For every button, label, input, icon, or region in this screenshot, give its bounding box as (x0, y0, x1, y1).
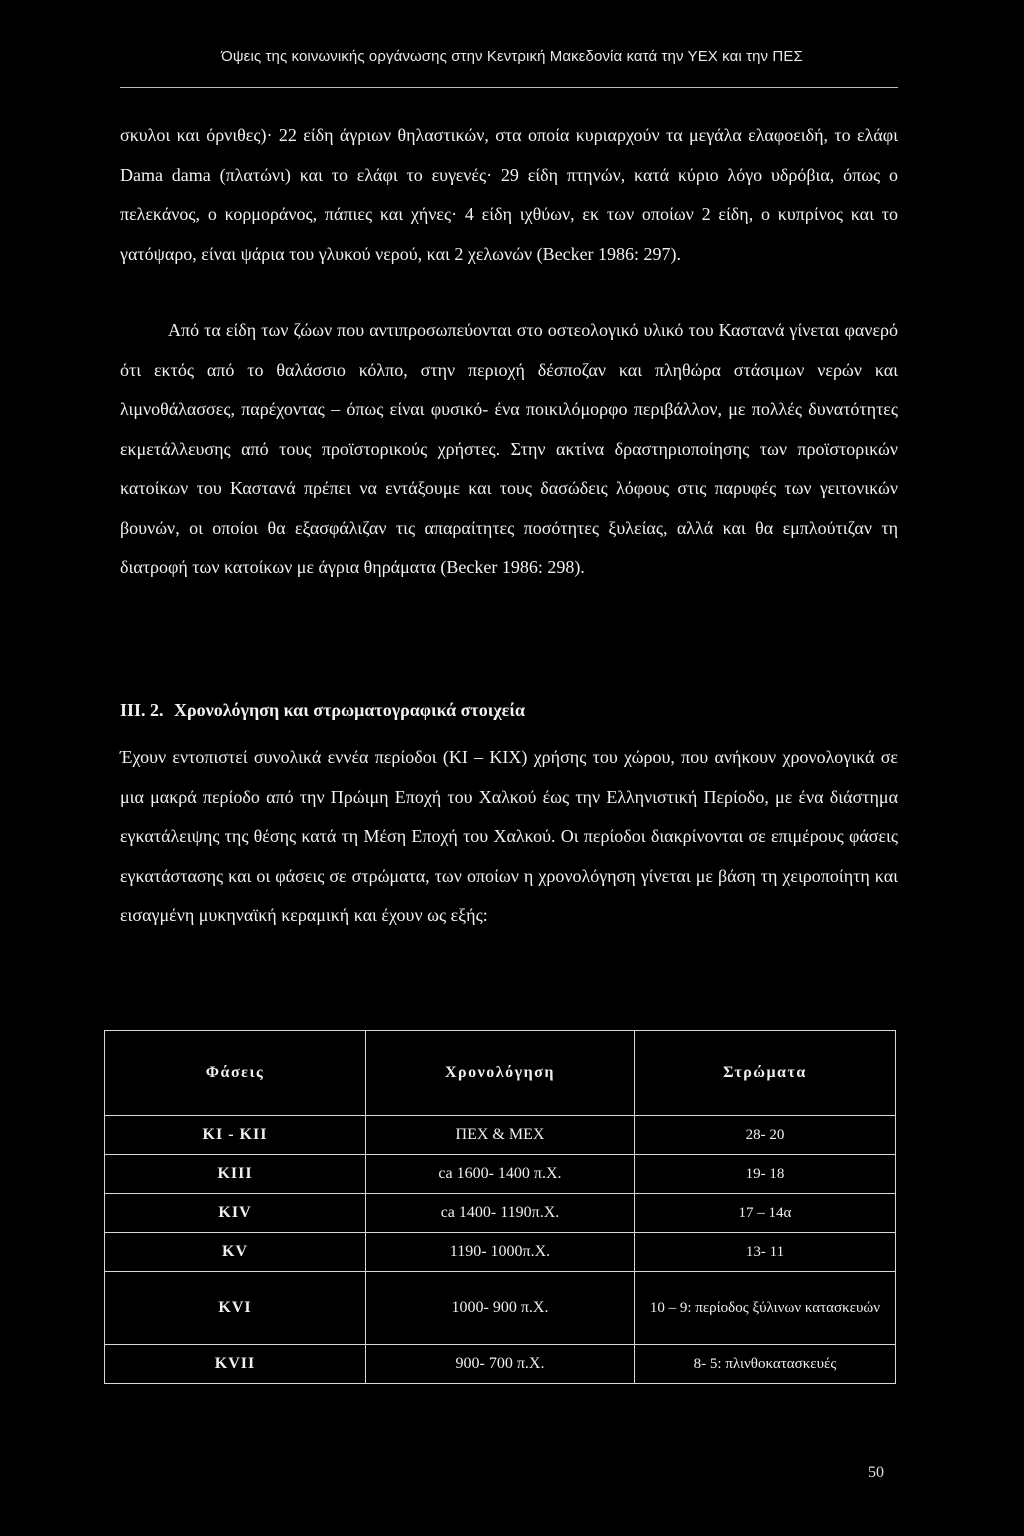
paragraph-chronology-intro: Έχουν εντοπιστεί συνολικά εννέα περίοδοι (ΚΙ – ΚΙΧ) χρήσης του χώρου, που ανήκουν χρονολογικά σε μια μακρά περίοδο από την Πρώιμη Εποχή του Χαλκού έως την Ελληνιστική Περίοδο, με ένα διάστημα εγκατάλειψης της θέσης κατά τη Μέση Εποχή του Χαλκού. Οι περίοδοι διακρίνονται σε επιμέρους φάσεις εγκατάστασης και οι φάσεις σε στρώματα, των οποίων η χρονολόγηση γίνεται με βάση τη χειροποίητη και εισαγμένη μυκηναϊκή κεραμική και έχουν ως εξής: (120, 747, 898, 925)
column-header-strata: Στρώματα (634, 1031, 895, 1116)
strata-cell: 13- 11 (634, 1233, 895, 1272)
header-rule (120, 87, 898, 88)
phase-cell: ΚΙ - ΚΙΙ (105, 1116, 366, 1155)
strata-cell: 8- 5: πλινθοκατασκευές (634, 1345, 895, 1384)
date-cell: ΠΕΧ & ΜΕΧ (366, 1116, 635, 1155)
table-row (105, 1116, 896, 1155)
date-cell: ca 1400- 1190π.Χ. (366, 1194, 635, 1233)
table-row (105, 1272, 896, 1345)
strata-cell: 17 – 14α (634, 1194, 895, 1233)
running-header: Όψεις της κοινωνικής οργάνωσης στην Κεντρική Μακεδονία κατά την ΥΕΧ και την ΠΕΣ (221, 48, 803, 65)
phase-cell: ΚΙV (105, 1194, 366, 1233)
section-title: Χρονολόγηση και στρωματογραφικά στοιχεία (174, 700, 525, 720)
phase-cell: ΚV (105, 1233, 366, 1272)
date-cell: 900- 700 π.Χ. (366, 1345, 635, 1384)
date-cell: 1190- 1000π.Χ. (366, 1233, 635, 1272)
column-header-phases: Φάσεις (105, 1031, 366, 1116)
column-header-dating: Χρονολόγηση (366, 1031, 635, 1116)
date-cell: 1000- 900 π.Χ. (366, 1272, 635, 1345)
phase-cell: ΚVΙΙ (105, 1345, 366, 1384)
table-row (105, 1194, 896, 1233)
strata-cell: 10 – 9: περίοδος ξύλινων κατασκευών (634, 1272, 895, 1345)
table-row (105, 1345, 896, 1384)
strata-cell: 19- 18 (634, 1155, 895, 1194)
paragraph-environment: Από τα είδη των ζώων που αντιπροσωπεύονται στο οστεολογικό υλικό του Καστανά γίνεται φανερό ότι εκτός από το θαλάσσιο κόλπο, στην περιοχή δέσποζαν και πληθώρα στάσιμων νερών και λιμνοθάλασσες, παρέχοντας – όπως είναι φυσικό- ένα ποικιλόμορφο περιβάλλον, με πολλές δυνατότητες εκμετάλλευσης από τους προϊστορικούς χρήστες. Στην ακτίνα δραστηριοποίησης των προϊστορικών κατοίκων του Καστανά πρέπει να εντάξουμε και τους δασώδεις λόφους στις παρυφές των γειτονικών βουνών, οι οποίοι θα εξασφάλιζαν τις απαραίτητες ποσότητες ξυλείας, αλλά και θα εμπλούτιζαν τη διατροφή των κατοίκων με άγρια θηράματα (Becker 1986: 298). (120, 320, 898, 577)
table-row (105, 1233, 896, 1272)
table-header-row (105, 1031, 896, 1116)
section-number: III. 2. (120, 700, 164, 720)
page-number: 50 (868, 1464, 884, 1481)
date-cell: ca 1600- 1400 π.Χ. (366, 1155, 635, 1194)
section-heading (120, 700, 525, 721)
strata-cell: 28- 20 (634, 1116, 895, 1155)
paragraph-fauna-list: σκυλοι και όρνιθες)· 22 είδη άγριων θηλαστικών, στα οποία κυριαρχούν τα μεγάλα ελαφοειδή, το ελάφι Dama dama (πλατώνι) και το ελάφι το ευγενές· 29 είδη πτηνών, κατά κύριο λόγο υδρόβια, όπως ο πελεκάνος, ο κορμοράνος, πάπιες και χήνες· 4 είδη ιχθύων, εκ των οποίων 2 είδη, ο κυπρίνος και το γατόψαρο, είναι ψάρια του γλυκού νερού, και 2 χελωνών (Becker 1986: 297). (120, 125, 898, 264)
table-row (105, 1155, 896, 1194)
chronology-table (104, 1030, 896, 1384)
phase-cell: ΚVΙ (105, 1272, 366, 1345)
phase-cell: ΚΙΙΙ (105, 1155, 366, 1194)
